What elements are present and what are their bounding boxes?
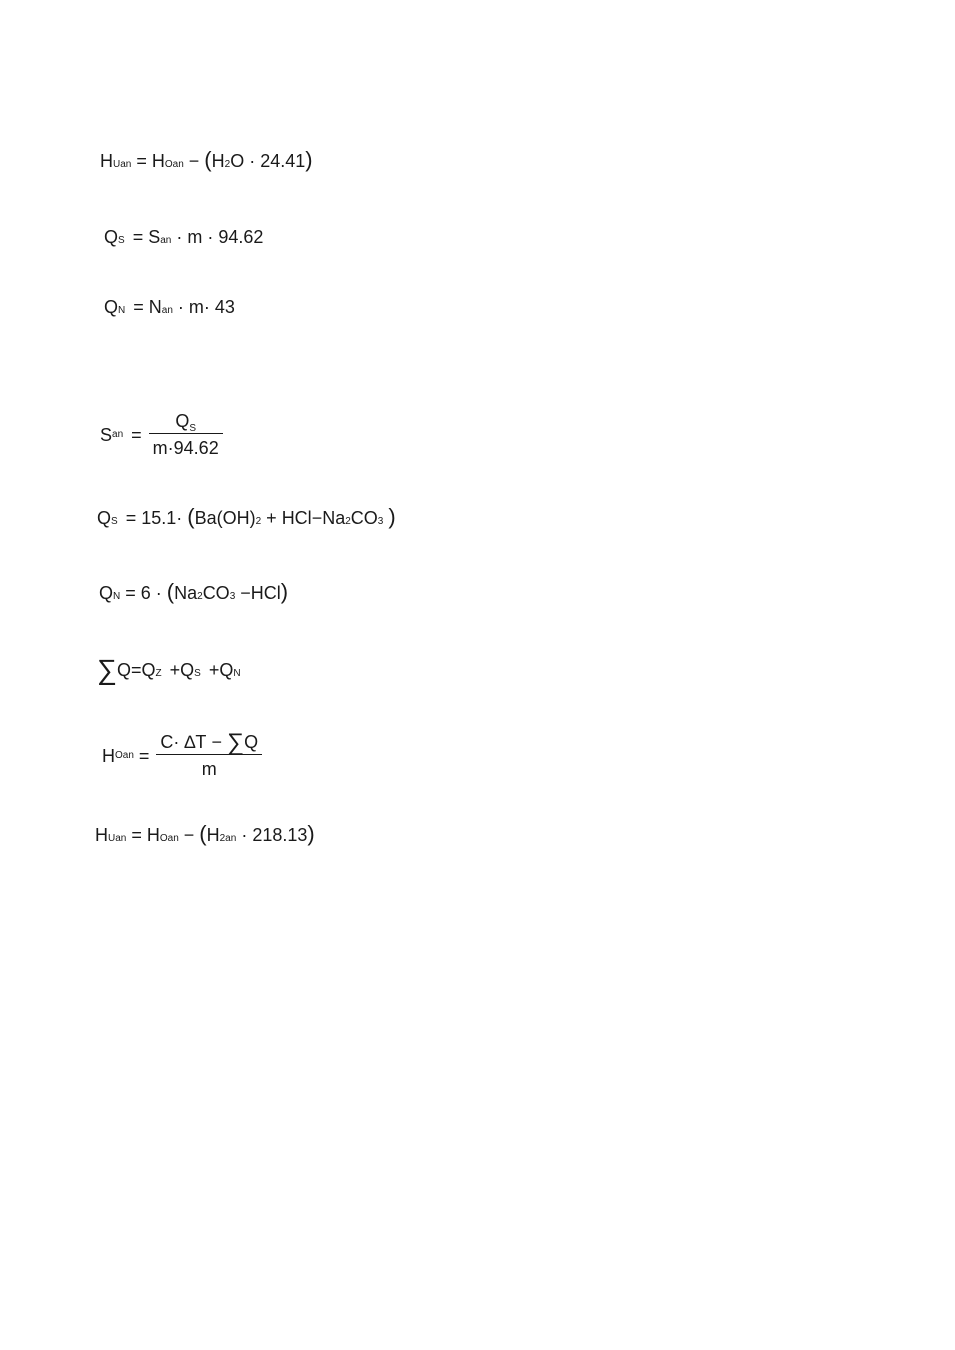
equation-san-fraction: S an = $\frac{Q_S}{m\cdot 94.62}$ — [100, 412, 225, 457]
equals-sign: = — [133, 297, 144, 317]
plus-sign: + — [208, 660, 220, 680]
sigma-icon: ∑ — [226, 729, 245, 756]
carbonate: CO — [202, 583, 230, 603]
symbol-q: Q — [175, 411, 190, 431]
symbol-q: Q — [104, 297, 119, 317]
hydrochloric-acid: HCl — [281, 508, 312, 528]
constant: 43 — [214, 297, 235, 317]
fraction — [156, 729, 262, 779]
constant: 218.13 — [252, 825, 308, 845]
multiply-dot: · — [241, 825, 248, 845]
equals-sign: = — [131, 424, 142, 445]
fraction-numerator — [156, 729, 262, 756]
hydrochloric-acid: HCl — [250, 583, 281, 603]
symbol-h: H — [151, 151, 165, 171]
symbol-q: Q — [244, 732, 259, 752]
water-o: O — [230, 151, 245, 171]
multiply-dot: · — [203, 297, 210, 317]
equals-sign: = — [130, 660, 142, 680]
multiply-dot: · — [177, 297, 184, 317]
fraction-denominator — [198, 755, 221, 778]
barium: Ba — [194, 508, 217, 528]
symbol-q: Q — [99, 583, 114, 603]
symbol-c: C — [160, 732, 174, 752]
symbol-s: S — [100, 424, 113, 445]
carbonate: CO — [350, 508, 378, 528]
symbol-m: m — [201, 759, 217, 779]
equals-sign: = — [138, 745, 150, 766]
equation-qs: Q S = S an · m · 94.62 — [104, 227, 264, 247]
symbol-h: H — [95, 825, 108, 845]
equals-sign: = — [132, 227, 144, 247]
hydroxide: (OH) — [216, 508, 256, 528]
symbol-h: H — [206, 825, 220, 845]
equation-hoan-fraction: H Oan = $\frac{C\cdot \Delta T - \sum Q}{m}$ — [102, 733, 264, 778]
constant: 24.41 — [260, 151, 306, 171]
constant: 6 — [140, 583, 151, 603]
equation-sum-q: ∑ Q = Q Z + Q S + Q N — [97, 654, 241, 685]
equation-hu-water: H Uan = H Oan − ( H 2 O · 24.41 ) — [100, 147, 313, 172]
minus-sign: − — [188, 151, 200, 171]
constant: 15.1 — [141, 508, 177, 528]
constant: 94.62 — [173, 438, 219, 458]
symbol-h: H — [102, 745, 115, 766]
equals-sign: = — [125, 583, 136, 603]
delta-t: ∆T — [184, 732, 207, 752]
equation-qs-titration: Q S = 15.1 · ( Ba (OH) 2 + HCl − Na 2 CO 3 ) — [97, 504, 396, 529]
sodium: Na — [322, 508, 346, 528]
constant: 94.62 — [218, 227, 264, 247]
equation-qn-titration: Q N = 6 · ( Na 2 CO 3 − HCl ) — [99, 579, 289, 604]
symbol-q: Q — [141, 660, 156, 680]
multiply-dot: · — [155, 583, 162, 603]
subscript-s: S — [189, 423, 197, 434]
multiply-dot: · — [249, 151, 256, 171]
minus-sign: − — [240, 583, 251, 603]
symbol-s: S — [148, 227, 161, 247]
symbol-q: Q — [116, 660, 131, 680]
minus-sign: − — [311, 508, 323, 528]
symbol-m: m — [188, 297, 204, 317]
symbol-h: H — [100, 151, 113, 171]
symbol-n: N — [148, 297, 162, 317]
sodium: Na — [174, 583, 198, 603]
minus-sign: − — [211, 732, 222, 752]
symbol-q: Q — [219, 660, 234, 680]
equals-sign: = — [131, 825, 142, 845]
equation-qn: Q N = N an · m · 43 — [104, 297, 235, 317]
fraction-numerator — [171, 412, 200, 433]
plus-sign: + — [169, 660, 181, 680]
symbol-q: Q — [104, 227, 119, 247]
multiply-dot: · — [167, 438, 174, 458]
plus-sign: + — [266, 508, 277, 528]
equals-sign: = — [136, 151, 147, 171]
symbol-m: m — [152, 438, 168, 458]
multiply-dot: · — [176, 227, 183, 247]
symbol-q: Q — [180, 660, 195, 680]
symbol-h: H — [146, 825, 160, 845]
multiply-dot: · — [173, 732, 180, 752]
multiply-dot: · — [207, 227, 214, 247]
fraction-denominator — [149, 434, 223, 457]
symbol-q: Q — [97, 508, 112, 528]
minus-sign: − — [183, 825, 195, 845]
equals-sign: = — [125, 508, 137, 528]
equation-hu-hydrogen: H Uan = H Oan − ( H 2an · 218.13 ) — [95, 821, 315, 846]
fraction — [149, 412, 223, 457]
symbol-m: m — [187, 227, 203, 247]
multiply-dot: · — [176, 508, 183, 528]
water-h: H — [211, 151, 225, 171]
